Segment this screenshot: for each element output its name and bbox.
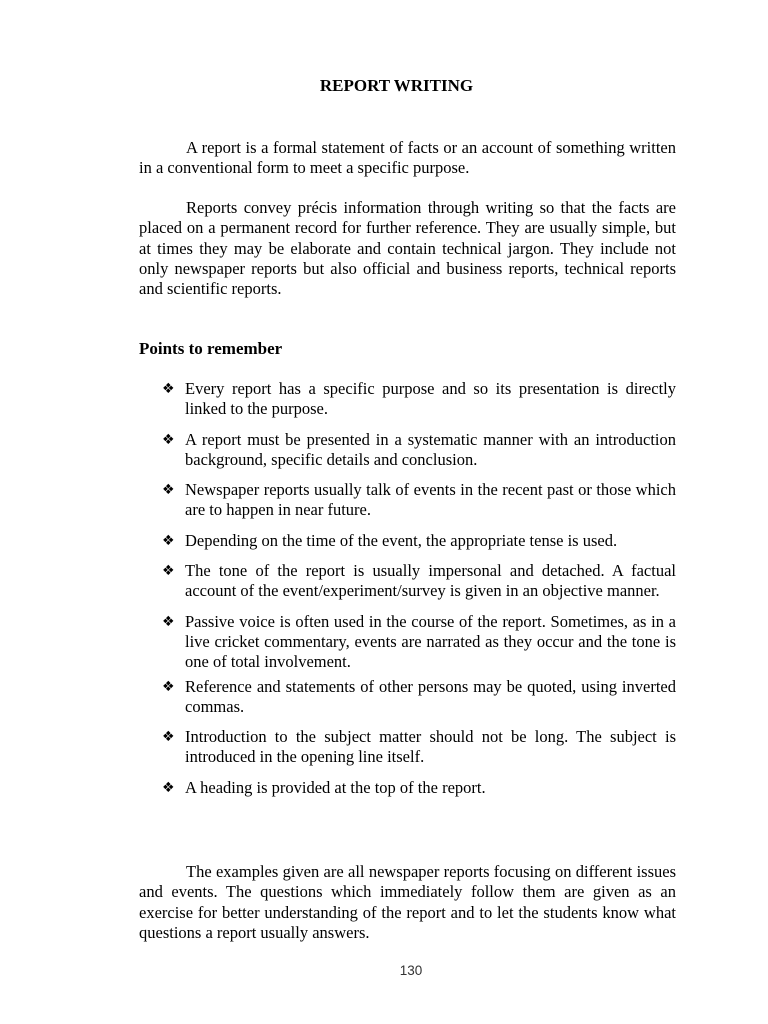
list-item	[160, 727, 676, 768]
diamond-bullet-icon: ❖	[162, 613, 175, 630]
list-item-text: A heading is provided at the top of the report.	[185, 777, 486, 797]
points-list	[160, 379, 676, 798]
list-item	[160, 561, 676, 602]
list-item	[160, 480, 676, 521]
diamond-bullet-icon: ❖	[162, 729, 175, 746]
reports-paragraph	[139, 198, 676, 299]
diamond-bullet-icon: ❖	[162, 678, 175, 695]
diamond-bullet-icon: ❖	[162, 381, 175, 397]
list-item	[160, 531, 676, 551]
page-title: REPORT WRITING	[319, 76, 474, 95]
list-item-text: Newspaper reports usually talk of events in the recent past or those which are to happen in near future.	[185, 480, 676, 520]
points-heading: Points to remember	[139, 339, 283, 358]
list-item-text: Introduction to the subject matter should not be long. The subject is introduced in the opening line itself.	[185, 727, 676, 767]
list-item-text: Passive voice is often used in the course of the report. Sometimes, as in a live cricket commentary, events are narrated as they occur and the tone is one of total involvement.	[185, 611, 676, 672]
intro-paragraph	[139, 138, 676, 179]
list-item	[160, 612, 676, 673]
list-item-text: Depending on the time of the event, the appropriate tense is used.	[185, 530, 618, 550]
paragraph-text: The examples given are all newspaper reports focusing on different issues and events. The questions which immediately follow them are given as an exercise for better understanding of the report and to let the students know what questions a report usually answers.	[139, 862, 676, 942]
list-item	[160, 778, 676, 798]
page-number: 130	[399, 963, 423, 978]
list-item-text: Reference and statements of other persons may be quoted, using inverted commas.	[185, 676, 676, 716]
list-item-text: Every report has a specific purpose and so its presentation is directly linked to the purpose.	[185, 379, 676, 419]
paragraph-text: A report is a formal statement of facts or an account of something written in a conventional form to meet a specific purpose.	[139, 138, 676, 178]
diamond-bullet-icon: ❖	[162, 431, 175, 448]
list-item	[160, 430, 676, 471]
list-item	[160, 379, 676, 420]
list-item-text: A report must be presented in a systematic manner with an introduction background, specific details and conclusion.	[185, 429, 676, 469]
diamond-bullet-icon: ❖	[162, 532, 175, 549]
closing-paragraph	[139, 862, 676, 943]
diamond-bullet-icon: ❖	[162, 779, 175, 796]
list-item-text: The tone of the report is usually impersonal and detached. A factual account of the event/experiment/survey is given in an objective manner.	[185, 561, 676, 601]
diamond-bullet-icon: ❖	[162, 482, 175, 499]
paragraph-text: Reports convey précis information through writing so that the facts are placed on a permanent record for further reference. They are usually simple, but at times they may be elaborate and contain technical jargon. They include not only newspaper reports but also official and business reports, technical reports and scientific reports.	[139, 198, 676, 299]
diamond-bullet-icon: ❖	[162, 563, 175, 580]
list-item	[160, 677, 676, 718]
